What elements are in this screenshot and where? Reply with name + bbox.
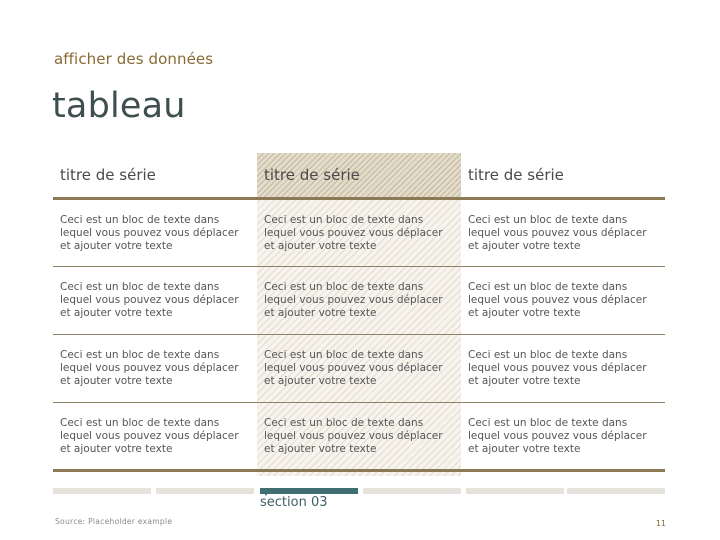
table-cell: Ceci est un bloc de texte dans lequel vous pouvez vous déplacer et ajouter votre texte bbox=[257, 335, 461, 403]
table-cell: Ceci est un bloc de texte dans lequel vous pouvez vous déplacer et ajouter votre texte bbox=[53, 335, 257, 403]
section-label: section 03 bbox=[260, 495, 328, 510]
table-cell: Ceci est un bloc de texte dans lequel vous pouvez vous déplacer et ajouter votre texte bbox=[53, 403, 257, 471]
column-header: titre de série bbox=[461, 153, 665, 199]
section-segment-6[interactable] bbox=[567, 488, 665, 494]
table-cell: Ceci est un bloc de texte dans lequel vous pouvez vous déplacer et ajouter votre texte bbox=[53, 199, 257, 267]
section-segment-2[interactable] bbox=[156, 488, 254, 494]
section-segment-4[interactable] bbox=[363, 488, 461, 494]
table-header-row bbox=[53, 153, 665, 199]
table-row bbox=[53, 199, 665, 267]
section-segment-1[interactable] bbox=[53, 488, 151, 494]
section-progress-bar bbox=[53, 488, 665, 494]
table-cell: Ceci est un bloc de texte dans lequel vous pouvez vous déplacer et ajouter votre texte bbox=[257, 199, 461, 267]
table-row bbox=[53, 403, 665, 471]
data-table-container bbox=[53, 153, 665, 479]
section-segment-5[interactable] bbox=[466, 488, 564, 494]
source-note: Source: Placeholder example bbox=[55, 517, 173, 526]
column-header: titre de série bbox=[53, 153, 257, 199]
table-cell: Ceci est un bloc de texte dans lequel vous pouvez vous déplacer et ajouter votre texte bbox=[461, 335, 665, 403]
section-segment-3-active[interactable] bbox=[260, 488, 358, 494]
table-cell: Ceci est un bloc de texte dans lequel vous pouvez vous déplacer et ajouter votre texte bbox=[257, 403, 461, 471]
table-row bbox=[53, 335, 665, 403]
column-header: titre de série bbox=[257, 153, 461, 199]
page-title: tableau bbox=[52, 86, 186, 126]
table-row bbox=[53, 267, 665, 335]
page-number: 11 bbox=[655, 519, 666, 528]
table-cell: Ceci est un bloc de texte dans lequel vous pouvez vous déplacer et ajouter votre texte bbox=[461, 267, 665, 335]
data-table bbox=[53, 153, 665, 472]
table-cell: Ceci est un bloc de texte dans lequel vous pouvez vous déplacer et ajouter votre texte bbox=[257, 267, 461, 335]
table-cell: Ceci est un bloc de texte dans lequel vous pouvez vous déplacer et ajouter votre texte bbox=[461, 199, 665, 267]
section-kicker: afficher des données bbox=[54, 50, 214, 68]
table-cell: Ceci est un bloc de texte dans lequel vous pouvez vous déplacer et ajouter votre texte bbox=[461, 403, 665, 471]
table-cell: Ceci est un bloc de texte dans lequel vous pouvez vous déplacer et ajouter votre texte bbox=[53, 267, 257, 335]
